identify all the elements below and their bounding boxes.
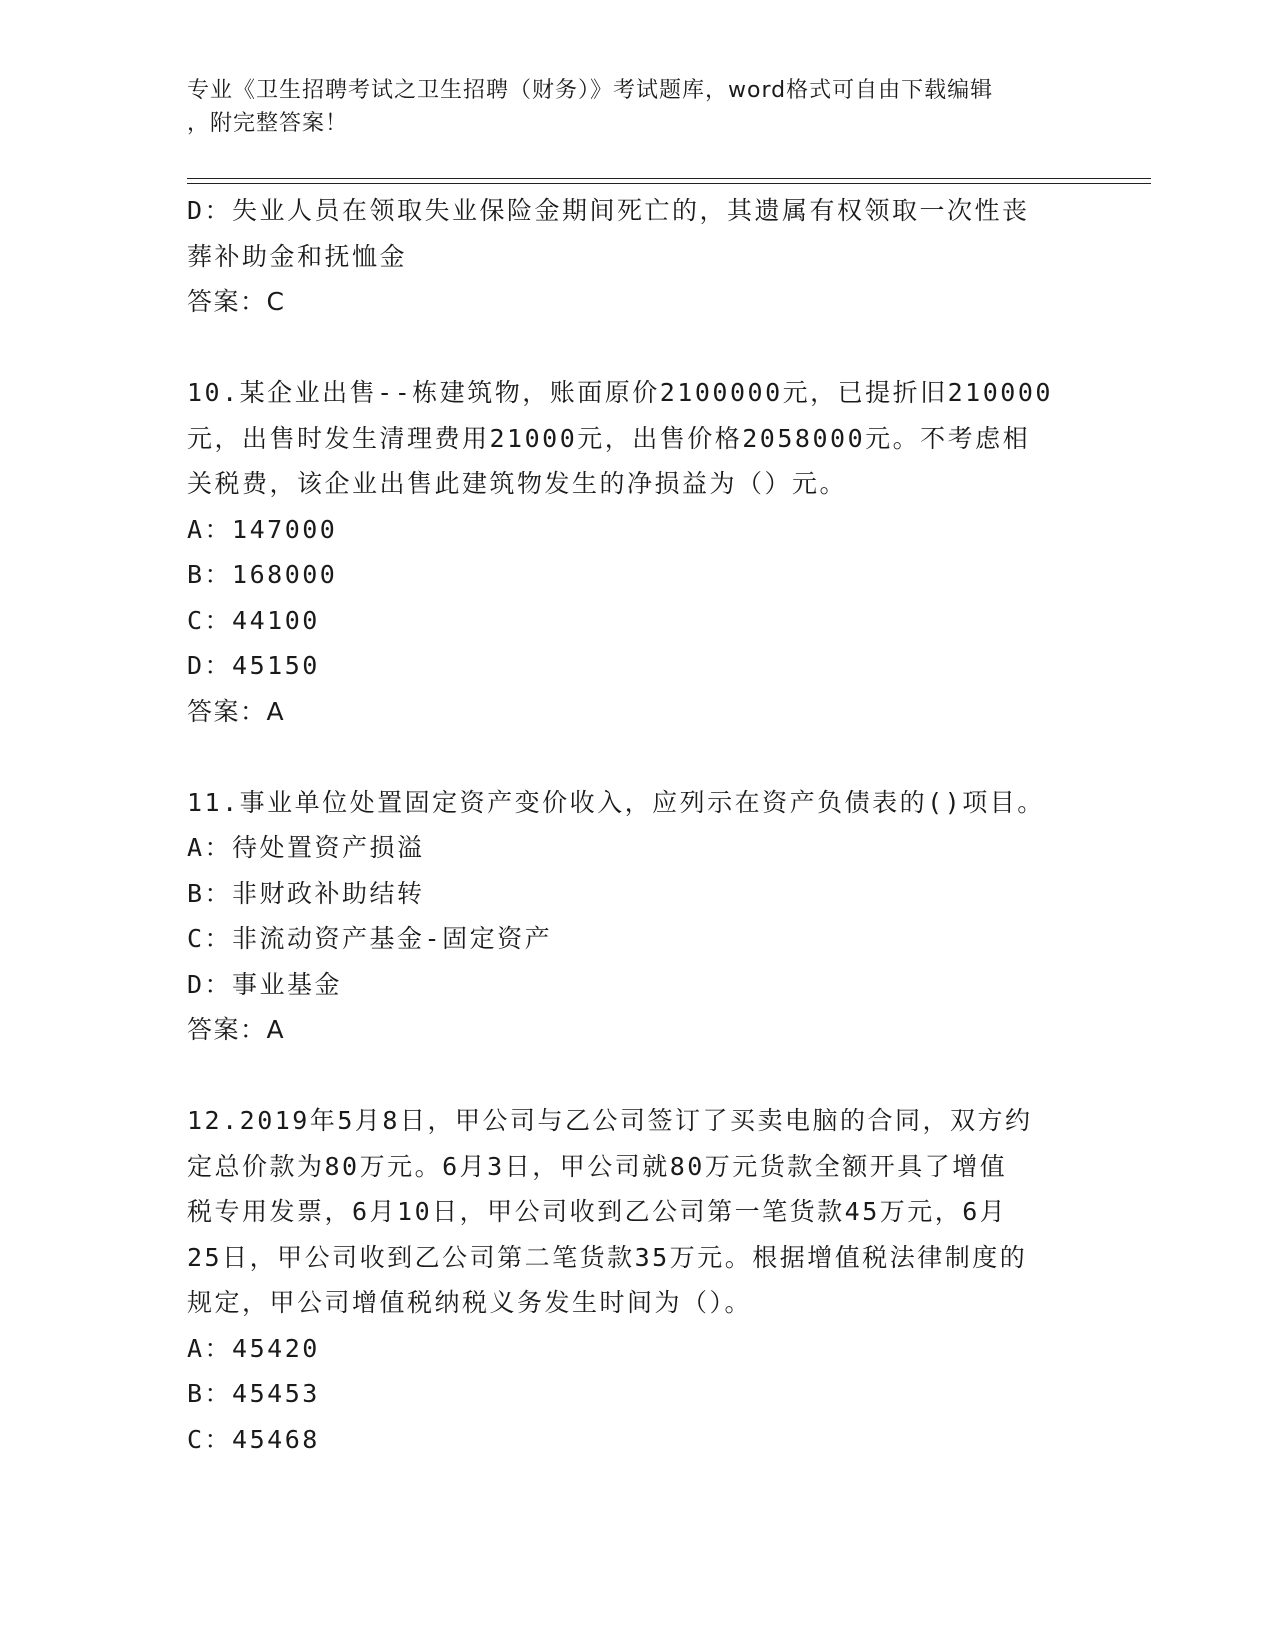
option-d: D：事业基金 <box>187 969 343 999</box>
question-stem: 规定，甲公司增值税纳税义务发生时间为（）。 <box>187 1288 753 1317</box>
header-line-2: ，附完整答案！ <box>187 111 349 136</box>
answer: 答案：A <box>187 696 286 726</box>
question-9-tail <box>187 188 1087 325</box>
question-stem: 11.事业单位处置固定资产变价收入，应列示在资产负债表的()项目。 <box>187 787 1045 817</box>
header-divider-bottom <box>187 183 1151 184</box>
question-10 <box>187 370 1087 734</box>
option-a: A：待处置资产损溢 <box>187 833 425 862</box>
option-c: C：44100 <box>187 605 320 635</box>
question-stem: 10.某企业出售--栋建筑物，账面原价2100000元，已提折旧210000 <box>187 378 1053 407</box>
question-stem: 元，出售时发生清理费用21000元，出售价格2058000元。不考虑相 <box>187 423 1031 453</box>
option-b: B：非财政补助结转 <box>187 878 425 908</box>
option-b: B：45453 <box>187 1379 320 1408</box>
option-a: A：147000 <box>187 514 338 544</box>
header-divider-top <box>187 178 1151 179</box>
option-d: D：失业人员在领取失业保险金期间死亡的，其遗属有权领取一次性丧 <box>187 196 1030 225</box>
option-c: C：非流动资产基金-固定资产 <box>187 924 553 953</box>
question-stem: 12.2019年5月8日，甲公司与乙公司签订了买卖电脑的合同，双方约 <box>187 1106 1033 1135</box>
option-b: B：168000 <box>187 560 338 589</box>
option-a: A：45420 <box>187 1333 320 1363</box>
question-stem: 税专用发票，6月10日，甲公司收到乙公司第一笔货款45万元，6月 <box>187 1197 1008 1226</box>
question-stem: 定总价款为80万元。6月3日，甲公司就80万元货款全额开具了增值 <box>187 1151 1008 1181</box>
question-stem: 关税费，该企业出售此建筑物发生的净损益为（）元。 <box>187 469 848 498</box>
question-content <box>187 188 1087 1462</box>
question-12 <box>187 1098 1087 1462</box>
header-line-1: 专业《卫生招聘考试之卫生招聘（财务）》考试题库，word格式可自由下载编辑 <box>187 78 994 103</box>
document-header <box>187 74 1087 140</box>
option-c: C：45468 <box>187 1424 320 1454</box>
answer: 答案：A <box>187 1015 286 1044</box>
option-d: D：45150 <box>187 651 320 680</box>
question-11 <box>187 780 1087 1053</box>
question-stem: 25日，甲公司收到乙公司第二笔货款35万元。根据增值税法律制度的 <box>187 1242 1028 1272</box>
answer: 答案：C <box>187 287 286 316</box>
option-d-continued: 葬补助金和抚恤金 <box>187 241 408 271</box>
